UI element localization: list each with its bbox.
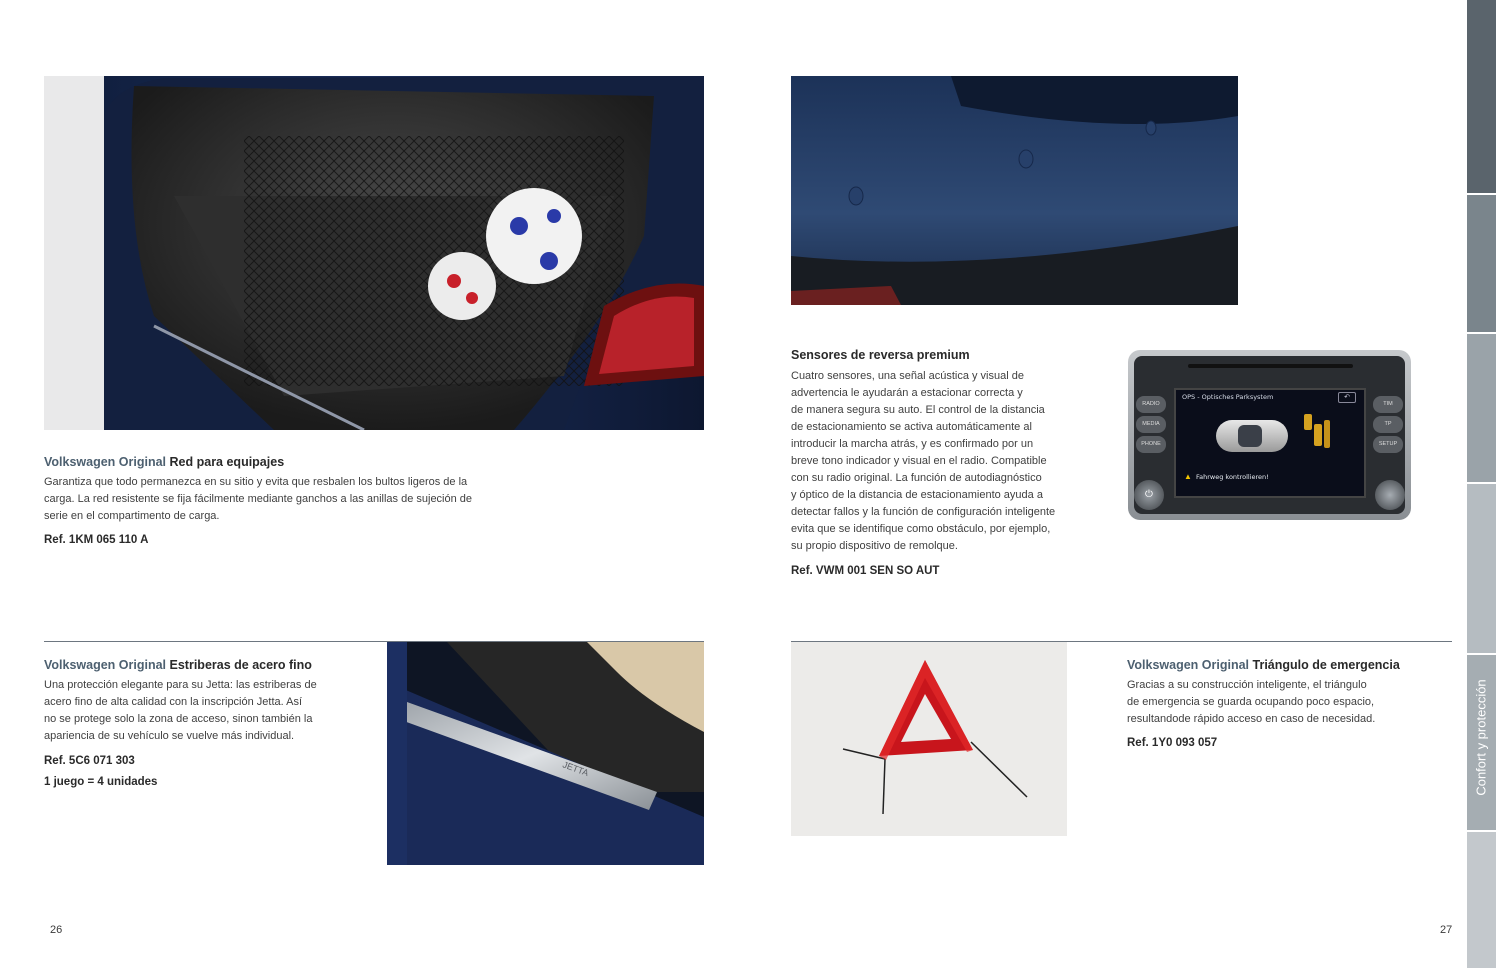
screen-header: OPS - Optisches Parksystem (1182, 393, 1274, 401)
cargo-net-ref: Ref. 1KM 065 110 A (44, 534, 149, 546)
sensor-zone-1 (1304, 414, 1312, 430)
cargo-net-photo (44, 76, 704, 430)
side-tab-1 (1467, 0, 1496, 193)
door-sills-title (44, 657, 374, 673)
warning-icon: ▲ (1184, 472, 1192, 481)
parking-sensors-title: Sensores de reversa premium (791, 348, 970, 362)
car-windshield (1238, 425, 1262, 447)
brand-name: Volkswagen Original (1127, 658, 1250, 672)
product-name: Estriberas de acero fino (169, 658, 312, 672)
parking-sensors-description: Cuatro sensores, una señal acústica y visual de advertencia le ayudarán a estacionar correcta y de manera segura su auto. El control de la distancia de estacionamiento se activa automáticamente al introducir la marcha atrás, y es confirmado por un breve tono indicador y visual en el radio. Compatible con su radio original. La función de autodiagnóstico y óptico de la distancia de estacionamiento ayuda a detectar fallos y la función de configuración inteligente evita que se identifique como obstáculo, por ejemplo, su propio dispositivo de remolque. (791, 370, 1056, 552)
sill-inscription: JETTA (561, 759, 590, 779)
radio-button-right-1: TIM (1373, 396, 1403, 413)
sensor-zone-2 (1314, 424, 1322, 446)
door-sills-ref: Ref. 5C6 071 303 (44, 755, 135, 767)
cargo-net-title (44, 454, 544, 470)
cargo-net-description: Garantiza que todo permanezca en su sitio y evita que resbalen los bultos ligeros de la carga. La red resistente se fija fácilmente mediante ganchos a las anillas de sujeción de serie en el compartimento de carga. (44, 476, 473, 522)
page-number-right: 27 (1440, 924, 1453, 936)
back-icon: ↶ (1338, 392, 1356, 403)
side-tab-2 (1467, 195, 1496, 332)
warning-triangle-photo (791, 642, 1067, 836)
side-tab-3 (1467, 334, 1496, 482)
warning-triangle-title (1127, 657, 1457, 673)
side-tab-4 (1467, 484, 1496, 653)
door-sill-photo (387, 642, 704, 865)
door-sills-quantity: 1 juego = 4 unidades (44, 776, 158, 788)
radio-button-left-3: PHONE (1136, 436, 1166, 453)
warning-triangle-ref: Ref. 1Y0 093 057 (1127, 737, 1218, 749)
side-tab-label: Confort y protección (1474, 679, 1489, 796)
radio-button-right-2: TP (1373, 416, 1403, 433)
power-knob-icon: ⏻ (1134, 480, 1164, 510)
side-tab-6 (1467, 832, 1496, 968)
cd-slot (1188, 364, 1353, 368)
brand-name: Volkswagen Original (44, 658, 167, 672)
radio-button-left-1: RADIO (1136, 396, 1166, 413)
sensor-zone-3 (1324, 420, 1330, 448)
page-number-left: 26 (50, 924, 63, 936)
tune-knob-icon (1375, 480, 1405, 510)
parking-sensors-ref: Ref. VWM 001 SEN SO AUT (791, 565, 940, 577)
warning-triangle-description: Gracias a su construcción inteligente, el triángulo de emergencia se guarda ocupando poco espacio, resultandode rápido acceso en caso de necesidad. (1127, 679, 1376, 725)
rear-bumper-photo (791, 76, 1238, 305)
screen-warning: Fahrweg kontrollieren! (1196, 473, 1269, 481)
product-name: Red para equipajes (169, 455, 285, 469)
radio-unit-photo (1128, 350, 1411, 520)
brand-name: Volkswagen Original (44, 455, 167, 469)
product-name: Triángulo de emergencia (1252, 658, 1400, 672)
radio-button-left-2: MEDIA (1136, 416, 1166, 433)
radio-button-right-3: SETUP (1373, 436, 1403, 453)
door-sills-description: Una protección elegante para su Jetta: las estriberas de acero fino de alta calidad con la inscripción Jetta. Así no se protege solo la zona de acceso, sinon también la apariencia de su vehículo se vuelve más individual. (44, 679, 317, 742)
radio-screen (1174, 388, 1366, 498)
